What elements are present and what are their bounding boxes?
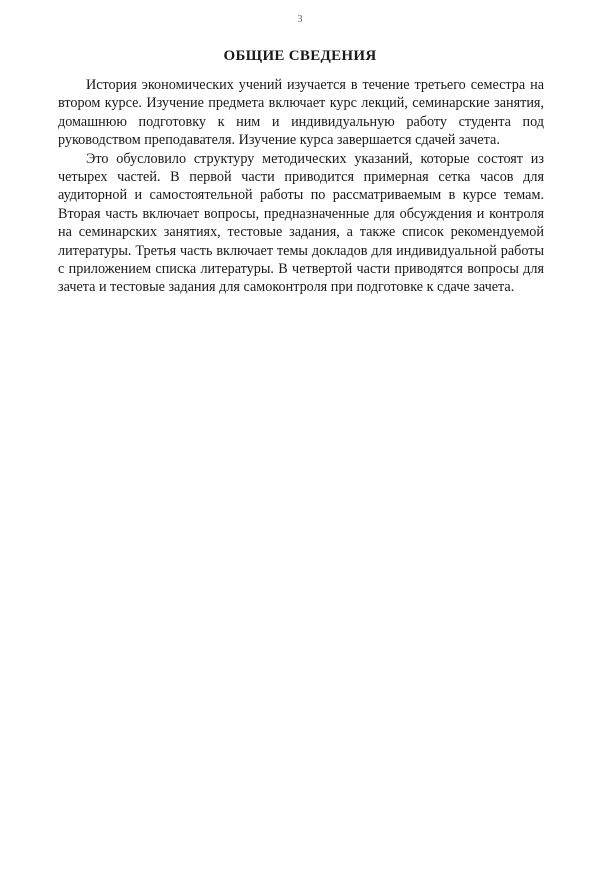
section-title: ОБЩИЕ СВЕДЕНИЯ xyxy=(223,48,377,64)
page-number: 3 xyxy=(297,14,303,25)
body-text xyxy=(58,76,544,297)
paragraph-2: Это обусловило структуру методических указаний, которые состоят из четырех частей. В первой части приводится примерная сетка часов для аудиторной и самостоятельной работы по рассматриваемым в курсе темам. Вторая часть включает вопросы, предназначенные для обсуждения и контроля на семинарских занятиях, тестовые задания, а также список рекомендуемой литературы. Третья часть включает темы докладов для индивидуальной работы с приложением списка литературы. В четвертой части приводятся вопросы для зачета и тестовые задания для самоконтроля при подготовке к сдаче зачета. xyxy=(58,150,544,296)
paragraph-1: История экономических учений изучается в течение третьего семестра на втором курсе. Изучение предмета включает курс лекций, семинарские занятия, домашнюю подготовку к ним и индивидуальную работу студента под руководством преподавателя. Изучение курса завершается сдачей зачета. xyxy=(58,77,544,149)
